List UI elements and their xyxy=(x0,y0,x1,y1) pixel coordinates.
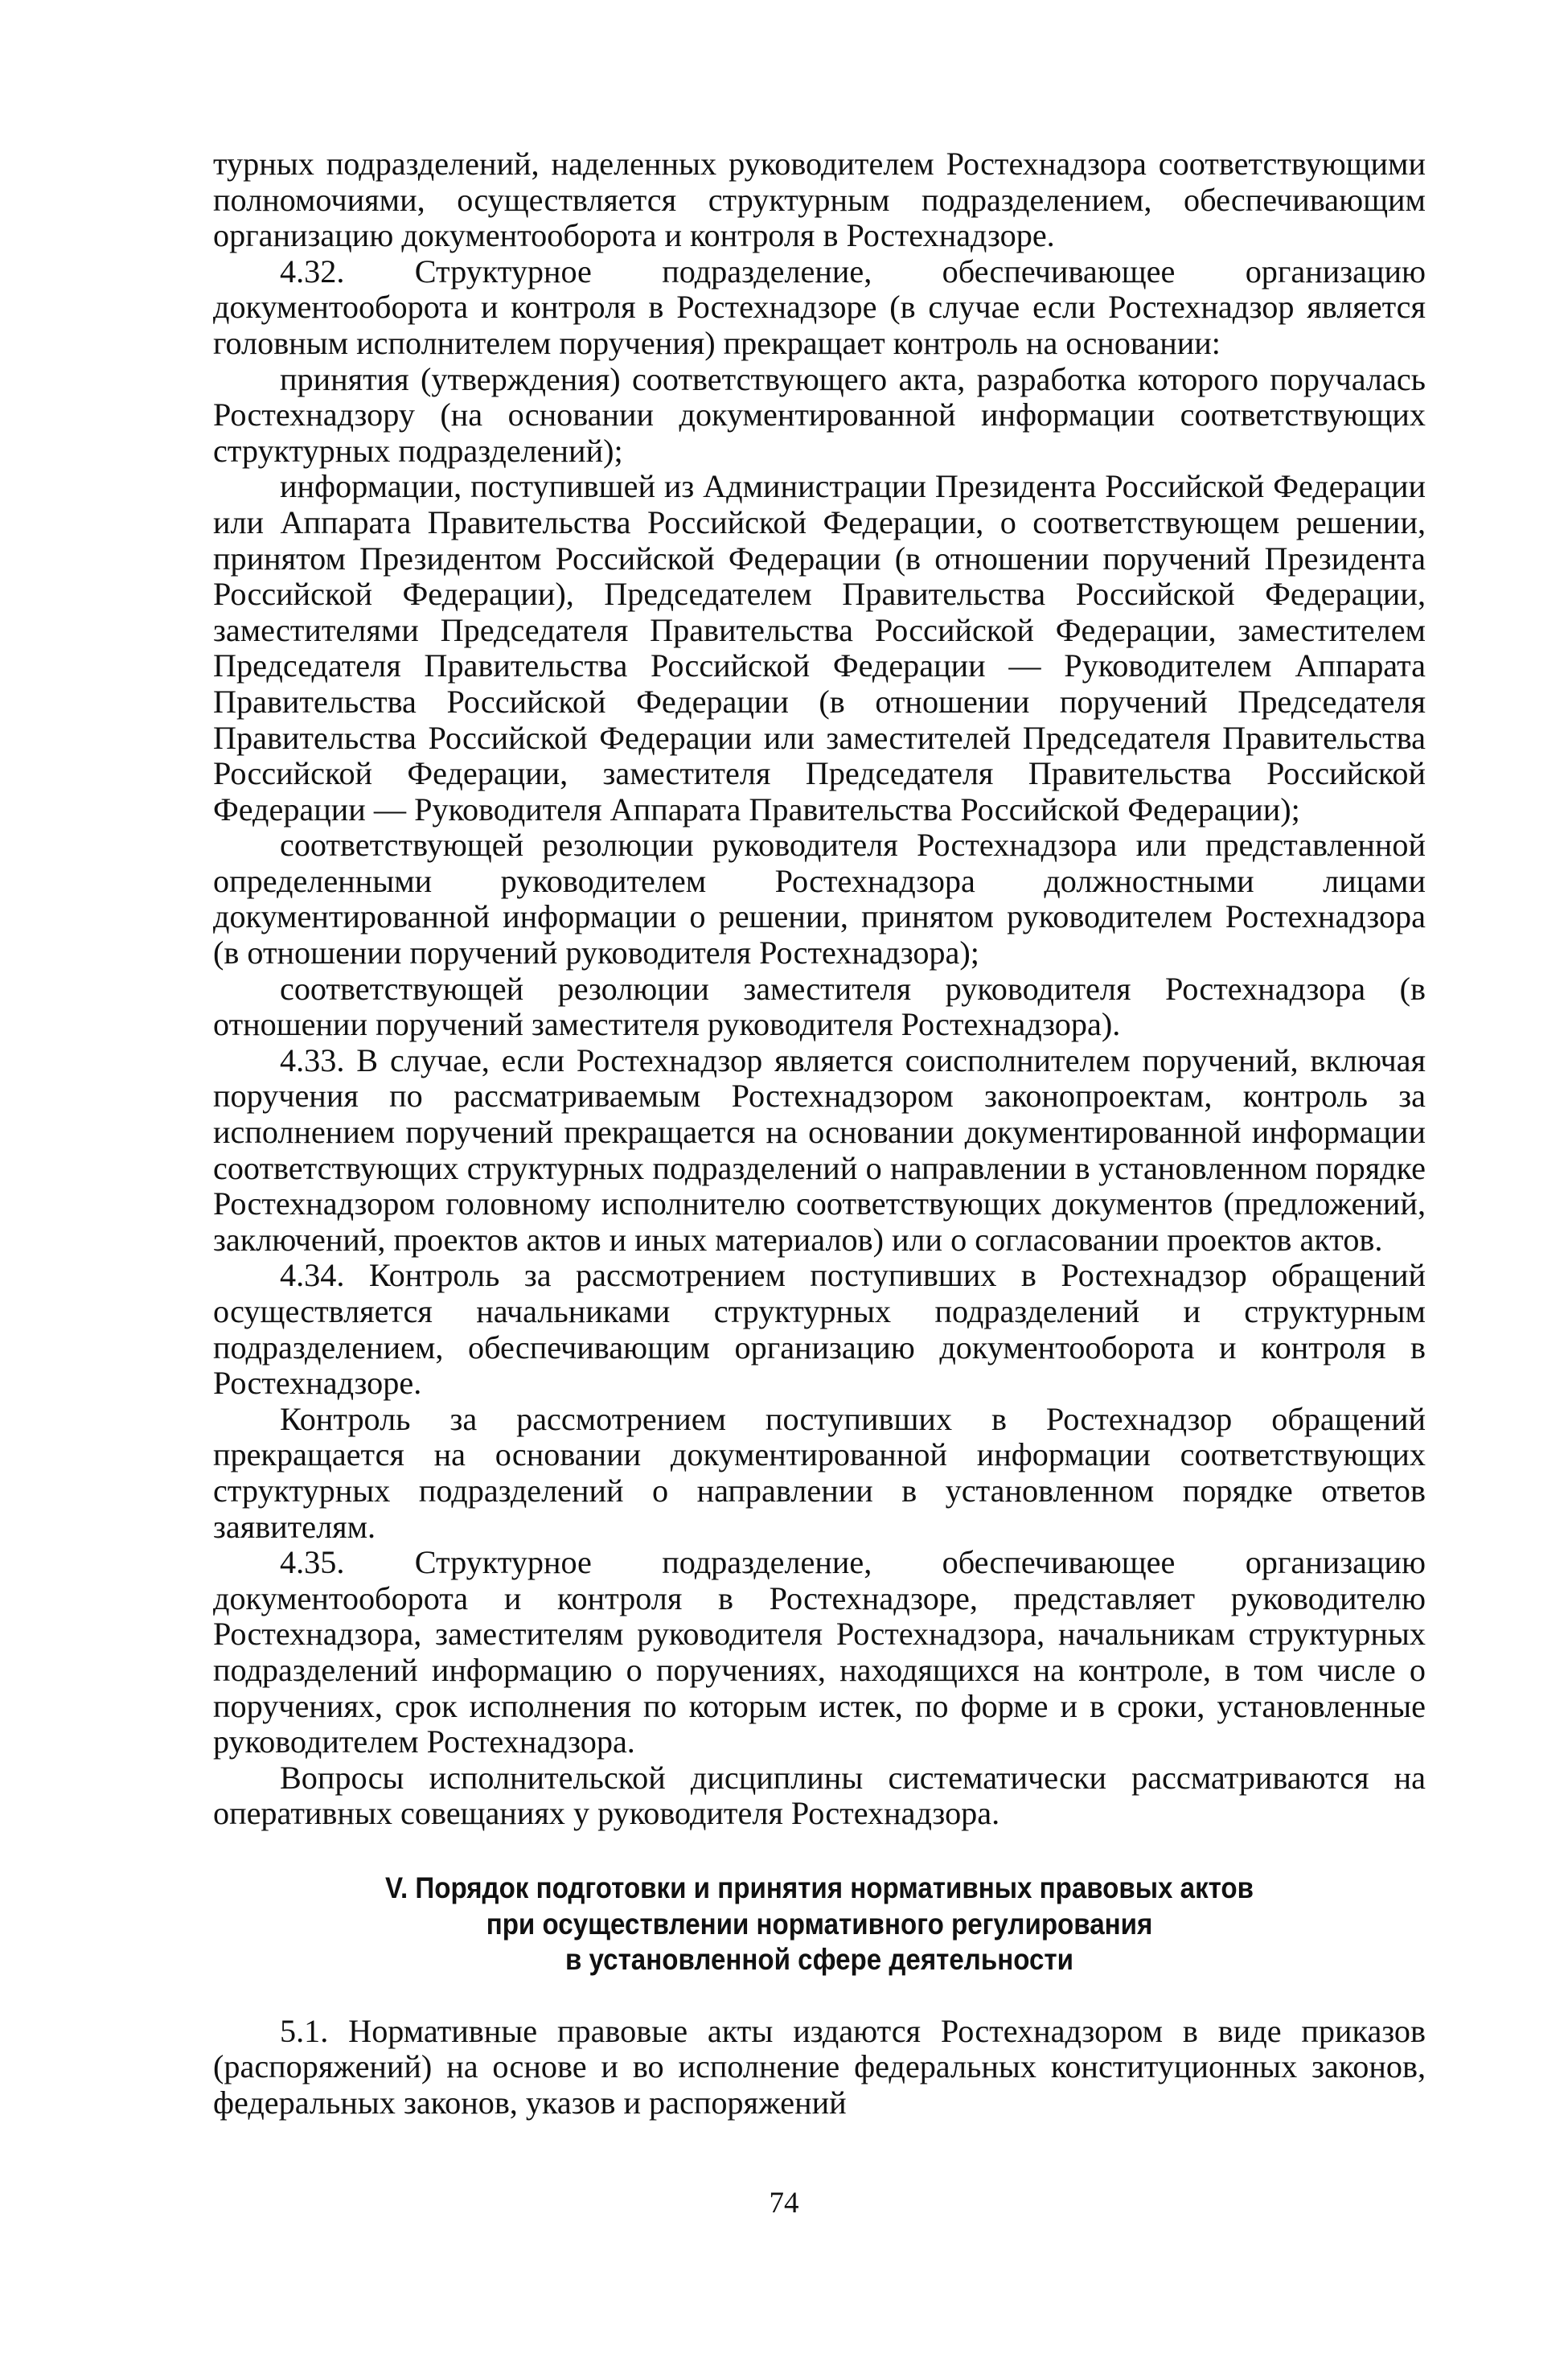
paragraph-5-1: 5.1. Нормативные правовые акты издаются Ростехнадзором в виде приказов (распоряжений) на основе и во исполнение федеральных конституционных законов, федеральных законов, указов и распоряжений xyxy=(213,2012,1426,2121)
section-heading-line: в установленной сфере деятельности xyxy=(565,1943,1073,1977)
paragraph: принятия (утверждения) соответствующего акта, разработка которого поручалась Ростехнадзору (на основании документированной информации соответствующих структурных подразделений); xyxy=(213,360,1426,469)
paragraph: турных подразделений, наделенных руководителем Ростехнадзора соответствующими полномочиями, осуществляется структурным подразделением, обеспечивающим организацию документооборота и контроля в Ростехнадзоре. xyxy=(213,146,1426,254)
page-number: 74 xyxy=(769,2187,799,2220)
paragraph: соответствующей резолюции руководителя Ростехнадзора или представленной определенными руководителем Ростехнадзора должностными лицами документированной информации о решении, принятом руководителем Ростехнадзора (в отношении поручений руководителя Ростехнадзора); xyxy=(213,827,1426,971)
paragraph: Контроль за рассмотрением поступивших в Ростехнадзор обращений прекращается на основании документированной информации соответствующих структурных подразделений о направлении в установленном порядке ответов заявителям. xyxy=(213,1400,1426,1545)
paragraph: информации, поступившей из Администрации Президента Российской Федерации или Аппарата Правительства Российской Федерации, о соответствующем решении, принятом Президентом Российской Федерации (в отношении поручений Президента Российской Федерации), Председателем Правительства Российской Федерации, заместителями Председателя Правительства Российской Федерации, заместителем Председателя Правительства Российской Федерации — Руководителем Аппарата Правительства Российской Федерации (в отношении поручений Председателя Правительства Российской Федерации или заместителей Председателя Правительства Российской Федерации, заместителя Председателя Правительства Российской Федерации — Руководителя Аппарата Правительства Российской Федерации); xyxy=(213,468,1426,828)
section-heading xyxy=(273,1871,1365,1978)
paragraph-4-32: 4.32. Структурное подразделение, обеспечивающее организацию документооборота и контроля в Ростехнадзоре (в случае если Ростехнадзор является головным исполнителем поручения) прекращает контроль на основании: xyxy=(213,253,1426,361)
section-heading-line: V. Порядок подготовки и принятия нормативных правовых актов xyxy=(384,1871,1254,1904)
paragraph: соответствующей резолюции заместителя руководителя Ростехнадзора (в отношении поручений заместителя руководителя Ростехнадзора). xyxy=(213,970,1426,1043)
document-page xyxy=(213,146,1426,2121)
paragraph-4-35: 4.35. Структурное подразделение, обеспечивающее организацию документооборота и контроля в Ростехнадзоре, представляет руководителю Ростехнадзора, заместителям руководителя Ростехнадзора, начальникам структурных подразделений информацию о поручениях, находящихся на контроле, в том числе о поручениях, срок исполнения по которым истек, по форме и в сроки, установленные руководителем Ростехнадзора. xyxy=(213,1544,1426,1760)
paragraph-4-34: 4.34. Контроль за рассмотрением поступивших в Ростехнадзор обращений осуществляется начальниками структурных подразделений и структурным подразделением, обеспечивающим организацию документооборота и контроля в Ростехнадзоре. xyxy=(213,1257,1426,1402)
section-heading-line: при осуществлении нормативного регулирования xyxy=(486,1907,1153,1941)
paragraph-4-33: 4.33. В случае, если Ростехнадзор является соисполнителем поручений, включая поручения по рассматриваемым Ростехнадзором законопроектам, контроль за исполнением поручений прекращается на основании документированной информации соответствующих структурных подразделений о направлении в установленном порядке Ростехнадзором головному исполнителю соответствующих документов (предложений, заключений, проектов актов и иных материалов) или о согласовании проектов актов. xyxy=(213,1041,1426,1258)
paragraph: Вопросы исполнительской дисциплины систематически рассматриваются на оперативных совещаниях у руководителя Ростехнадзора. xyxy=(213,1759,1426,1832)
